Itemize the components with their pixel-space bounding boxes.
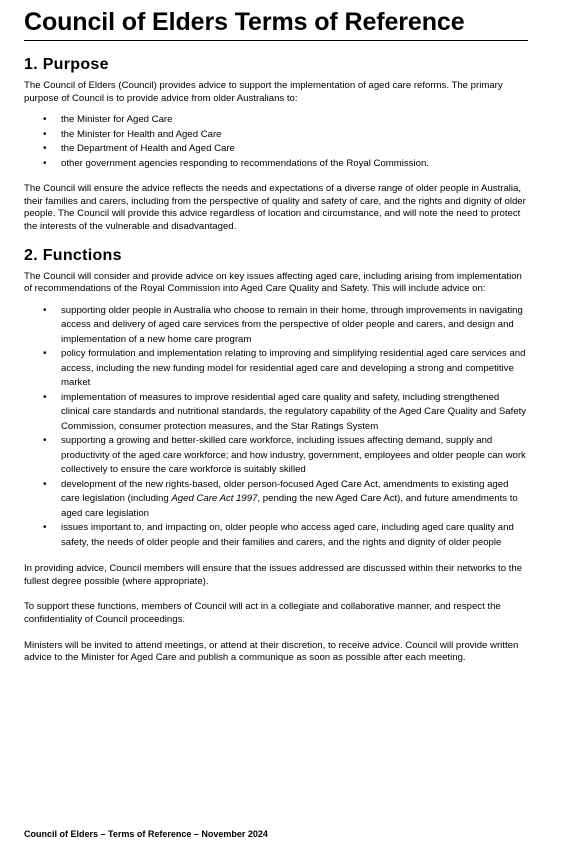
list-item: • supporting older people in Australia who choose to remain in their home, through improvements in navigating access and delivery of aged care services from the perspective of older people and carers, and design and implementation of a new home care program [24,304,528,348]
functions-paragraph-collegiate: To support these functions, members of Council will act in a collegiate and collaborative manner, and respect the confidentiality of Council proceedings. [24,601,501,626]
purpose-list [24,113,528,171]
list-item: • policy formulation and implementation relating to improving and simplifying residential aged care services and access, including the new funding model for residential aged care and developing a strong and competitive market [24,347,528,391]
page-footer: Council of Elders – Terms of Reference – November 2024 [24,829,268,839]
list-item: • the Department of Health and Aged Care [24,142,528,157]
purpose-intro: The Council of Elders (Council) provides advice to support the implementation of aged care reforms. The primary purpose of Council is to provide advice from older Australians to: [24,80,503,104]
act-title: Aged Care Act 1997 [171,493,258,505]
list-item: • the Minister for Aged Care [24,113,528,128]
list-item: • implementation of measures to improve residential aged care quality and safety, including strengthened clinical care standards and nutritional standards, the regulatory capability of the Aged Care Quality and Safety Commission, consumer protection measures, and the Star Ratings System [24,391,528,435]
list-item: • the Minister for Health and Aged Care [24,128,528,143]
list-item-text: development of the new rights-based, older person-focused Aged Care Act, amendments to existing aged care legislation (including [61,478,509,505]
document-page [24,0,528,665]
list-item: • other government agencies responding to recommendations of the Royal Commission. [24,157,528,172]
list-item: • issues important to, and impacting on, older people who access aged care, including aged care quality and safety, the needs of older people and their families and carers, and the rights and dignity of older people [24,521,528,550]
purpose-heading: 1. Purpose [24,56,109,73]
document-title: Council of Elders Terms of Reference [24,7,528,41]
functions-paragraph-networks: In providing advice, Council members will ensure that the issues addressed are discussed within their networks to the fullest degree possible (where appropriate). [24,563,523,587]
list-item: • supporting a growing and better-skilled care workforce, including issues affecting demand, supply and productivity of the aged care workforce; and how industry, government, employees and older people can work collectively to ensure the care workforce is suitably skilled [24,434,528,478]
functions-heading: 2. Functions [24,246,122,264]
functions-intro: The Council will consider and provide advice on key issues affecting aged care, including arising from implementation of recommendations of the Royal Commission into Aged Care Quality and Safety. This will include advice on: [24,270,522,295]
purpose-paragraph: The Council will ensure the advice reflects the needs and expectations of a diverse range of older people in Australia, their families and carers, including from the perspective of quality and safety of care, and the rights and dignity of older people. The Council will provide this advice regardless of location and circumstance, and will note the need to protect the interests of the vulnerable and disadvantaged. [24,183,526,232]
functions-paragraph-ministers: Ministers will be invited to attend meetings, or attend at their discretion, to receive advice. Council will provide written advice to the Minister for Aged Care and publish a communique as soon as possible after each meeting. [24,639,519,664]
functions-list [24,304,528,551]
list-item-text: , pending the new Aged Care Act), and future amendments to aged care legislation [61,493,518,519]
list-item [24,478,528,522]
